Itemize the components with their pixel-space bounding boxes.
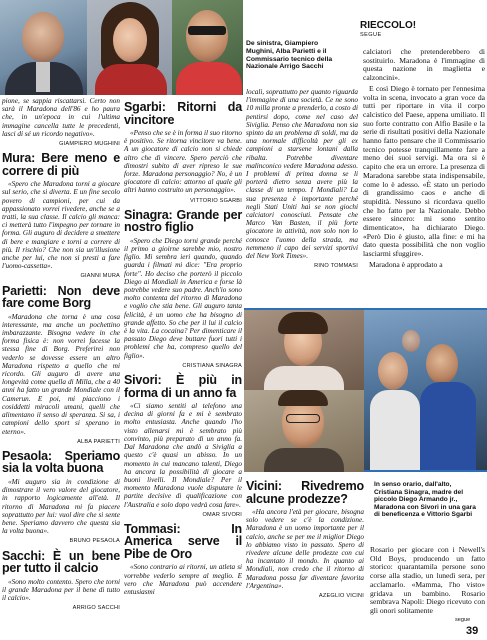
signature-sivori: OMAR SIVORI xyxy=(202,511,242,518)
page-number: 39 xyxy=(466,625,479,637)
text-col4-tail: Maradona è approdato a xyxy=(369,259,443,269)
heading-sinagra: Sinagra: Grande per nostro figlio xyxy=(124,207,242,235)
signature-sgarbi: VITTORIO SGARBI xyxy=(189,197,242,204)
signature-mura: GIANNI MURA xyxy=(80,273,120,280)
text-parietti: «Maradona che torna è una cosa interessante, ma anche un pochettino imbarazzante. Bisogna vedere in che forma fisica è: non vorrei facesse la stessa fine di Borg. Preferirei non vederlo se dovesse essere un altro Maradona rispetto a quello che mi ricordo. Gli auguro di avere una longevità come quella di Milla, che a 40 anni ha fatto un grande Mondiale con il Camerun. E poi, mi piacciono i cosiddetti miracoli umani, quelli che alimentano il senso di speranza. Si sa, i campioni dello sport si sperano in eterno». xyxy=(2,312,120,436)
heading-sacchi: Sacchi: È un bene per tutto il calcio xyxy=(2,548,120,576)
column-4 xyxy=(363,48,485,310)
text-vicini: «Ha ancora l'età per giocare, bisogna solo vedere se c'è la condizione. Maradona è un uomo importante per il calcio, anche se per me il miglior Diego lo abbiamo visto in passato. Spero di rivedere alcune delle prodezze con cui ha incantato il mondo. In quanto ai Mondiali, non credo che il ritorno di Maradona possa far diventare favorita l'Argentina». xyxy=(246,508,364,590)
text-tommasi-cont: locali, soprattutto per quanto riguarda l'immagine di una società. Ce ne sono 10 milla pronte a prenderlo, a costo di pentirsi dopo, come nel caso del Siviglia. Penso che Maradona non sia spinto da un problema di soldi, ma da una normale difficoltà per gli ex campioni a starsene lontani dalla ribalta. Potrebbe diventare malinconico vedere Maradona adesso. I problemi di prima donna se li porterà dietro senza avere più la classe di un tempo. I Mondiali? La sua presenza è importante perché negli Stati Uniti hai se non giochi calciatori conosciuti. Pensate che Marco Van Basten, il più forte giocatore in attività, non solo non lo conosce l'uomo della strada, ma nemmeno il capo dei servizi sportivi del New York Times». xyxy=(246,88,358,261)
photo-giampiero-mughini xyxy=(0,0,87,95)
photo-maradona-sivori xyxy=(364,310,487,470)
text-col4-rosario: Rosario per giocare con i Newell's Old Boys, producendo un fatto storico: quarantamila persone sono corse alla stadio, un lunedì sera, per acclamarlo. «Mamma, l'ho visto» gridava un bambino. Rosario sembrava Napoli: Diego ricevuto con gli onori solitamente xyxy=(370,545,485,615)
column-4-lower xyxy=(370,546,485,626)
signature-mughini: GIAMPIERO MUGHINI xyxy=(59,141,120,148)
intro-text: pione, se sappia riscattarsi. Certo non sarà il Maradona dell'86 e ho paura che, in un'epoca in cui l'ultima immagine cancella tutte le precedenti, lasci di sé un ricordo negativo». xyxy=(2,97,120,138)
text-sinagra: «Spero che Diego torni grande perché il primo a gioirne sarebbe mio, nostro figlio. Mi sembra ieri quando, quando guarda i filmati mi dice: "Era proprio forte". Ho deciso che porterò il piccolo Diego ai Mondiali in America e forse là potrebbe vedere suo padre. Anch'io sono molto contenta del ritorno di Maradona e voglio che stia bene. Gli auguro tanta felicità, è un uomo che ha bisogno di grande affetto. So che per il lui il calcio è la vita. La cocaina? Per dimenticare il passato Diego deve buttare fuori tutti i problemi che ha, compreso quello del figlio». xyxy=(124,236,242,360)
column-1 xyxy=(2,97,120,637)
text-sgarbi: «Penso che se è in forma il suo ritorno è positivo. Se ritorna vincitore va bene. A un giocatore di calcio non si chiede altro che di vincere. Spero perciò che dimostri subito di aver ripreso le sue forze. Maradona personaggio? No, è un giocatore di calcio: attorno al quale gli altri hanno costruito un personaggio». xyxy=(124,129,242,195)
photo-cristiana-sinagra xyxy=(244,310,364,390)
top-caption: De sinistra, Giampiero Mughini, Alba Parietti e il Commissario tecnico della Nazionale Arrigo Sacchi xyxy=(246,40,333,71)
photo-arrigo-sacchi xyxy=(172,0,243,95)
signature-vicini: AZEGLIO VICINI xyxy=(318,593,364,600)
heading-sivori: Sivori: È più in forma di un anno fa xyxy=(124,373,242,400)
heading-parietti: Parietti: Non deve fare come Borg xyxy=(2,283,120,311)
signature-sacchi: ARRIGO SACCHI xyxy=(72,605,120,612)
heading-vicini: Vicini: Rivedremo alcune prodezze? xyxy=(246,479,364,506)
kicker-segue: SEGUE xyxy=(360,32,382,38)
heading-mura: Mura: Bere meno e correre di più xyxy=(2,151,120,178)
collage-caption: In senso orario, dall'alto, Cristiana Sinagra, madre del piccolo Diego Armando jr., Maradona con Sivori in una gara di beneficenza e Vittorio Sgarbi xyxy=(370,478,485,522)
column-3-lower xyxy=(246,476,364,638)
photo-alba-parietti xyxy=(87,0,172,95)
section-kicker: RIECCOLO! xyxy=(360,20,417,31)
heading-sgarbi: Sgarbi: Ritorni da vincitore xyxy=(124,100,242,127)
column-3 xyxy=(246,88,358,318)
signature-pesaola: BRUNO PESAOLA xyxy=(69,538,120,545)
photo-vittorio-sgarbi xyxy=(244,390,364,472)
text-sivori: «Ci siamo sentiti al telefono una decina di giorni fa e mi è sembrato molto entusiasta. Anche quando l'ho visto allenarsi mi è sembrato più convinto, più preparato di un anno fa. Dal Maradona che andò a Siviglia a questo c'è quasi un abisso. In un momento in cui mancano talenti, Diego ha ancora la possibilità di giocare a buoni livelli. Il Mondiale? Per il momento Maradona vuole disputare le partite decisive di qualificazione con l'Australia e solo dopo vedrà cosa fare». xyxy=(124,402,242,509)
heading-pesaola: Pesaola: Speriamo sia la volta buona xyxy=(2,448,120,476)
signature-parietti: ALBA PARIETTI xyxy=(77,438,120,445)
text-tommasi: «Sono contrario ai ritorni, un atleta si vorrebbe vederlo sempre al meglio. E vero che Maradona può accendere entusiasmi xyxy=(124,563,242,597)
signature-tommasi: RINO TOMMASI xyxy=(314,263,358,270)
segue-label: segue xyxy=(455,617,471,623)
column-2 xyxy=(124,97,242,637)
text-pesaola: «Mi auguro sia in condizione di dimostrare il vero valore del giocatore, in rapporto logicamente all'età. Il ritorno di Maradona mi fa piacere soprattutto per lui: vuol dire che si sente bene. Speriamo davvero che questa sia la volta buona». xyxy=(2,477,120,536)
text-col4-body: E così Diego è tornato per l'ennesima volta in scena, invocato a gran voce da tutti per riportare in vita il corpo calcistico del Paese, appena umiliato. Il suo forte contratto con Alfio Basile e la serie di risultati positivi della Nazionale hanno fatto pensare che il Commissario tecnico potesse tranquillamente fare a meno dei suoi servigi. Ma ora si è capito che era un errore. La presenza di Maradona sarebbe stata indispensabile, come lo è adesso. «È stato un periodo di grandissimo caos e anche di stupidità. Nessuno si ricordava quello che ho fatto per la Nazionale. Debbo essere sincero: mi sono sentito dimenticato», ha dichiarato Diego. «Però Dio è giusto, alla fine: e mi ha dato questa possibilità che non voglio lasciarmi sfuggire». xyxy=(363,83,485,259)
text-sacchi: «Sono molto contento. Spero che torni il grande Maradona per il bene di tutto il calcio». xyxy=(2,577,120,602)
heading-tommasi: Tommasi: In America serve il Pibe de Oro xyxy=(124,521,242,561)
text-col4-intro: calciatori che pretenderebbero di sostituirlo. Maradona è l'immagine di questa nazione in maglietta e calzoncini». xyxy=(363,47,485,83)
text-mura: «Spero che Maradona torni a giocare sul serio, che si diverta. E un fine secolo povero di campioni, per cui da appassionato vorrei rivedere, anche se a tratti, la sua classe. Il calcio gli manca: ci metterà tutto l'impegno per tornare in forma. Gli auguro di decidere a smettere di bere e mangiare e torni a correre di più. Il rischio? Che non sia un'illusione anche per lui, che non si presti a fare l'uomo-cassetta». xyxy=(2,180,120,271)
signature-sinagra: CRISTIANA SINAGRA xyxy=(182,362,242,369)
